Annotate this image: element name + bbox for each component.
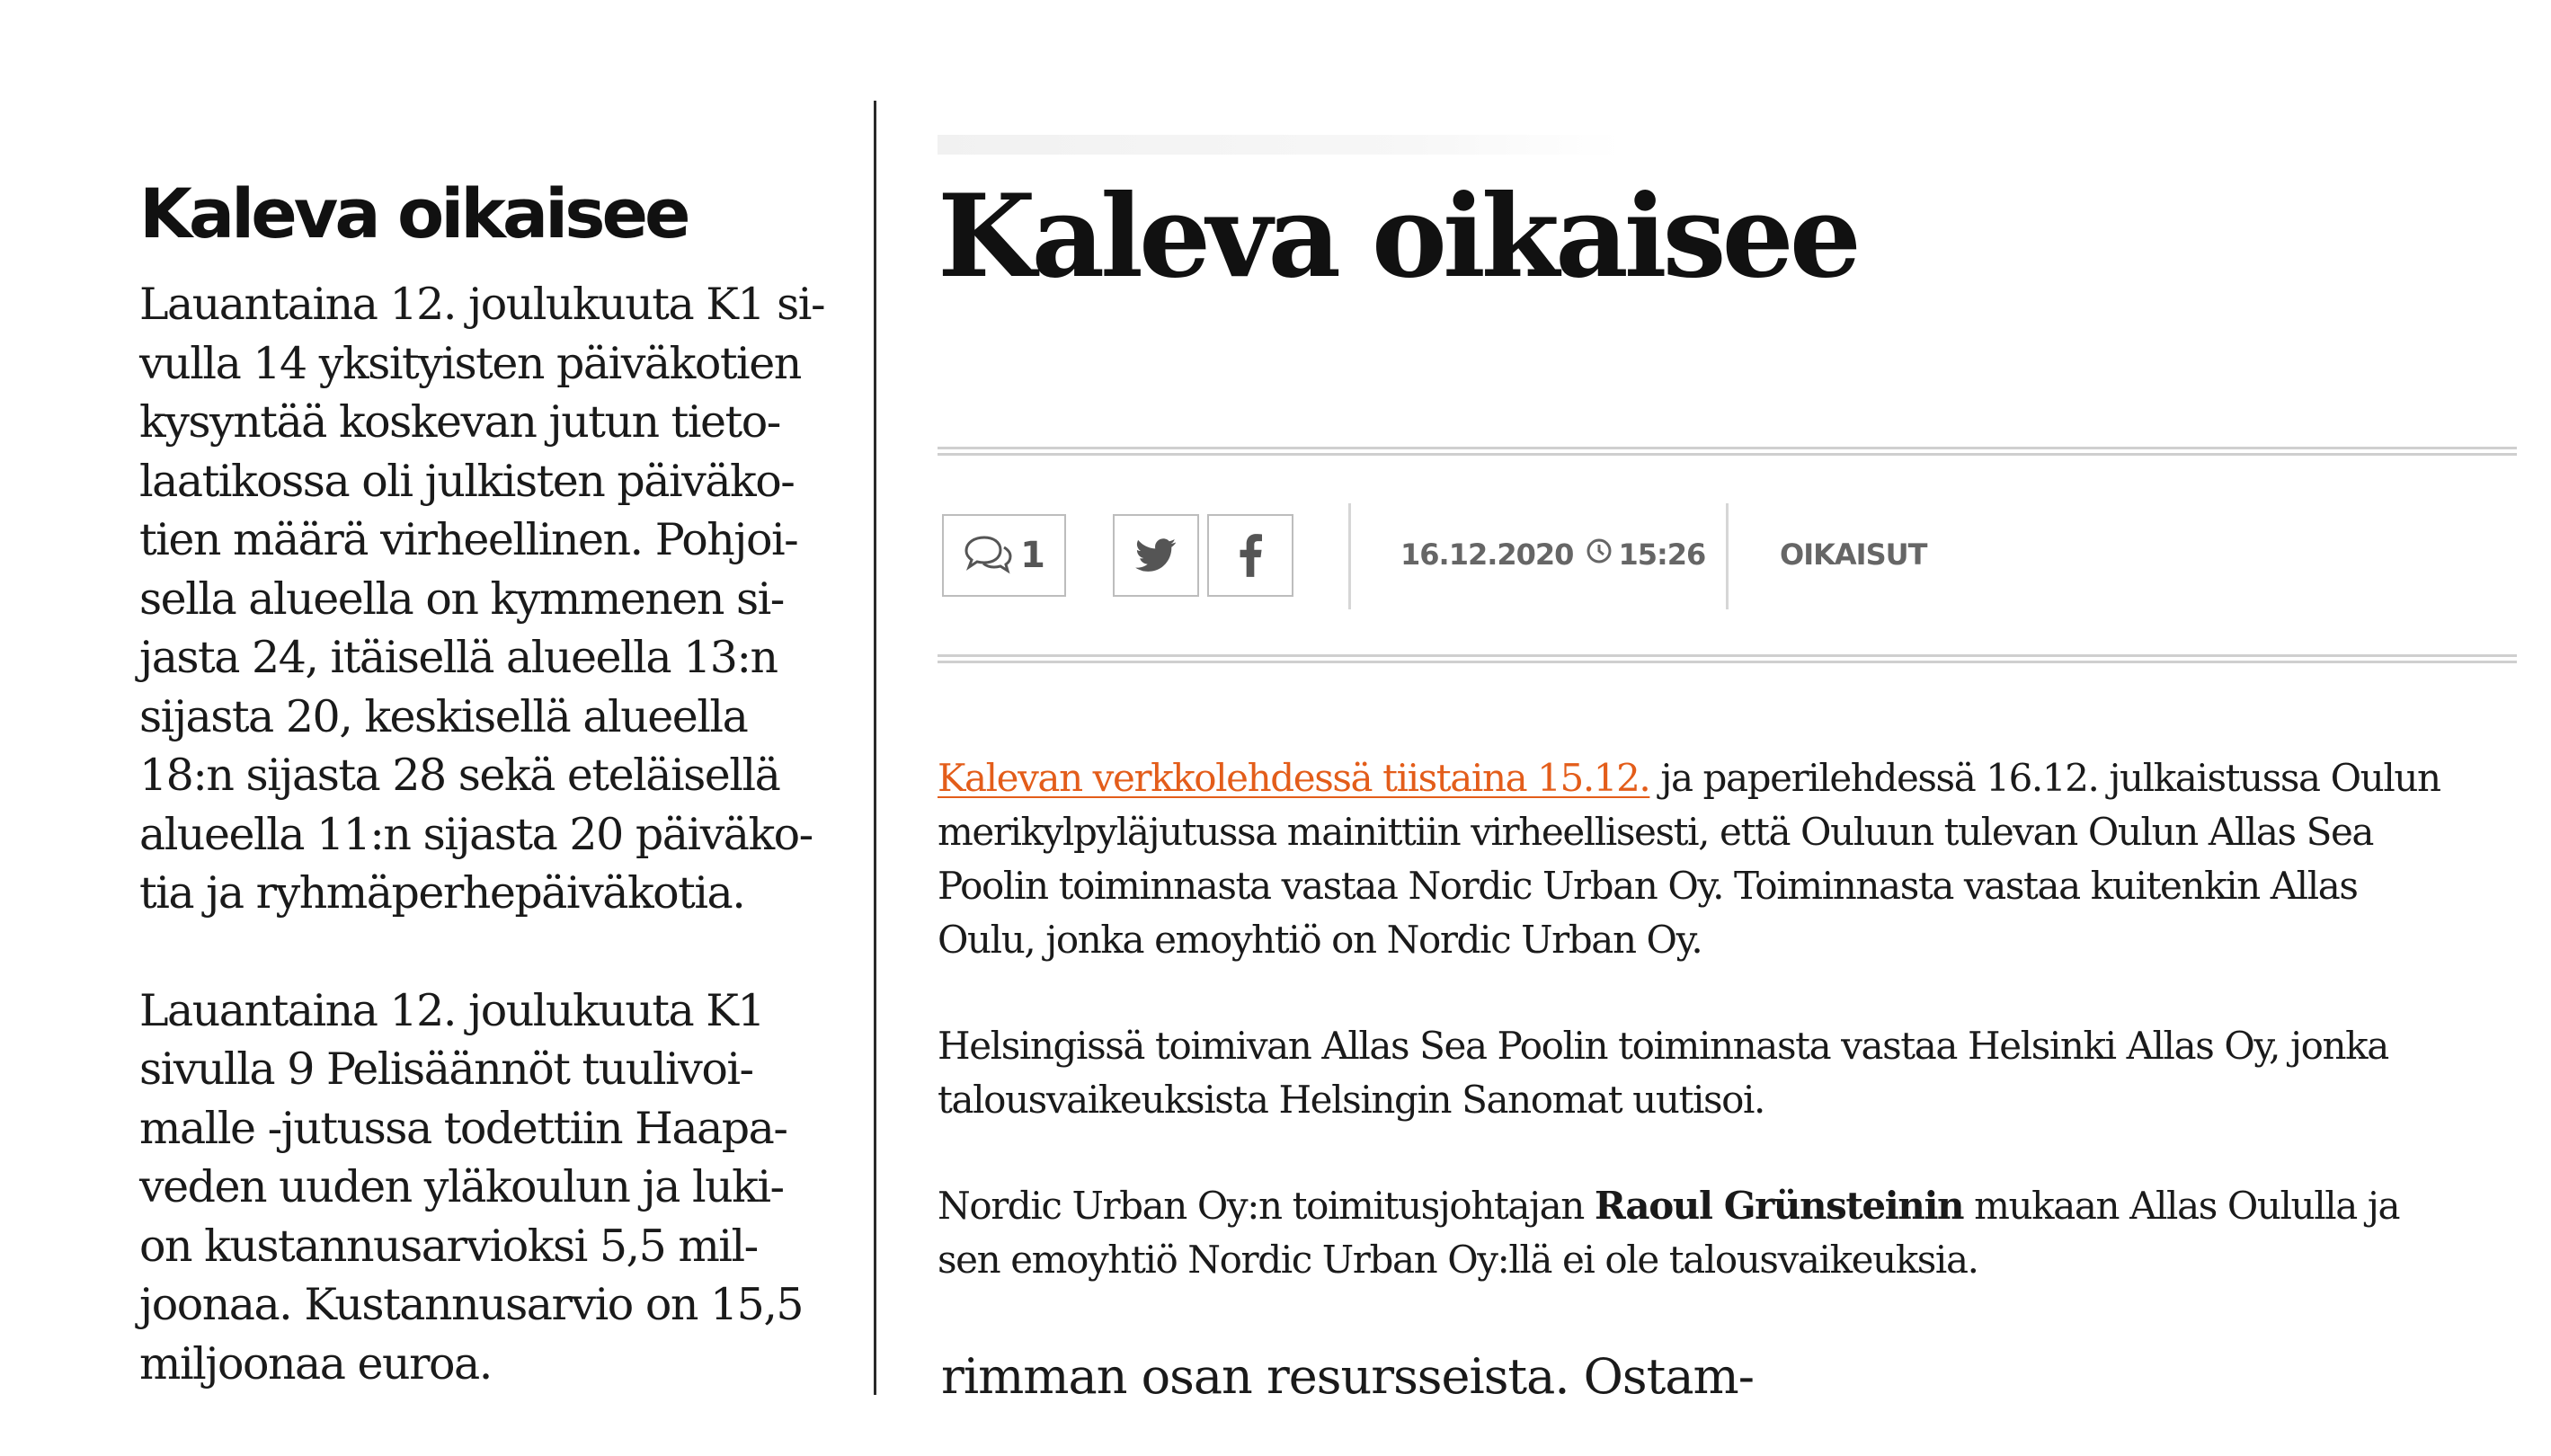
print-paragraph-1 <box>139 275 825 923</box>
print-line: tia ja ryhmäperhepäiväkotia. <box>139 867 745 919</box>
article-link[interactable]: Kalevan verkkolehdessä tiistaina 15.12. <box>938 756 1650 800</box>
article-line-text: Nordic Urban Oy:n toimitusjohtajan <box>938 1184 1595 1228</box>
article-line: talousvaikeuksista Helsingin Sanomat uutisoi. <box>938 1078 1765 1122</box>
print-clipping <box>139 173 825 1393</box>
person-name: Raoul Grünsteinin <box>1594 1184 1964 1228</box>
print-line: jasta 24, itäisellä alueella 13:n <box>139 632 778 683</box>
comments-button[interactable] <box>942 514 1066 597</box>
print-line: laatikossa oli julkisten päiväko- <box>139 455 795 507</box>
print-line: veden uuden yläkoulun ja luki- <box>139 1161 784 1212</box>
column-divider <box>874 101 876 1395</box>
facebook-share-button[interactable] <box>1207 514 1293 597</box>
article-paragraph-2 <box>938 1019 2520 1127</box>
publish-time: 15:26 <box>1618 537 1706 572</box>
article-line: merikylpyläjutussa mainittiin virheellisesti, että Ouluun tulevan Oulun Allas Sea <box>938 810 2374 854</box>
article-title: Kaleva oikaisee <box>938 170 1857 303</box>
comment-count: 1 <box>1020 535 1045 576</box>
print-line: tien määrä virheellinen. Pohjoi- <box>139 514 798 565</box>
comment-icon <box>963 535 1013 576</box>
article-line-text: ja paperilehdessä 16.12. julkaistussa Oulun <box>1649 756 2440 800</box>
print-paragraph-2 <box>139 981 822 1394</box>
article-line <box>938 751 2520 805</box>
print-line: Lauantaina 12. joulukuuta K1 <box>139 984 765 1036</box>
faded-kicker <box>938 135 1621 155</box>
print-line: Lauantaina 12. joulukuuta K1 si- <box>139 279 825 330</box>
meta-separator <box>1348 503 1351 609</box>
article-line-text: mukaan Allas Oululla ja <box>1963 1184 2400 1228</box>
publish-datetime <box>1400 537 1705 572</box>
print-line: sijasta 20, keskisellä alueella <box>139 690 748 742</box>
article-line: Helsingissä toimivan Allas Sea Poolin toiminnasta vastaa Helsinki Allas Oy, jonka <box>938 1024 2388 1068</box>
print-line: sivulla 9 Pelisäännöt tuulivoi- <box>139 1043 753 1095</box>
twitter-share-button[interactable] <box>1113 514 1199 597</box>
article-paragraph-3 <box>938 1179 2520 1287</box>
article-paragraph-1 <box>938 751 2520 967</box>
category-link[interactable]: OIKAISUT <box>1780 537 1927 572</box>
publish-date: 16.12.2020 <box>1400 537 1574 572</box>
twitter-icon <box>1135 538 1177 573</box>
print-line: miljoonaa euroa. <box>139 1337 492 1389</box>
article-line: sen emoyhtiö Nordic Urban Oy:llä ei ole talousvaikeuksia. <box>938 1238 1978 1282</box>
print-line: vulla 14 yksityisten päiväkotien <box>139 337 801 389</box>
cut-off-text: rimman osan resursseista. Ostam- <box>941 1348 1754 1395</box>
facebook-icon <box>1239 534 1262 577</box>
print-line: 18:n sijasta 28 sekä eteläisellä <box>139 750 780 801</box>
article-line: Poolin toiminnasta vastaa Nordic Urban Oy. Toiminnasta vastaa kuitenkin Allas <box>938 864 2358 908</box>
bottom-rule <box>938 654 2517 663</box>
print-title: Kaleva oikaisee <box>139 173 688 253</box>
meta-separator <box>1726 503 1729 609</box>
article-line: Oulu, jonka emoyhtiö on Nordic Urban Oy. <box>938 918 1702 962</box>
print-line: alueella 11:n sijasta 20 päiväko- <box>139 808 813 860</box>
print-line: kysyntää koskevan jutun tieto- <box>139 396 780 448</box>
article-body <box>938 751 2520 1287</box>
top-rule <box>938 447 2517 456</box>
print-line: sella alueella on kymmenen si- <box>139 573 784 625</box>
clock-icon <box>1586 537 1613 572</box>
article-line <box>938 1179 2520 1233</box>
article-meta-bar <box>938 503 2517 611</box>
print-line: on kustannusarvioksi 5,5 mil- <box>139 1220 758 1272</box>
print-line: joonaa. Kustannusarvio on 15,5 <box>139 1279 804 1330</box>
print-line: malle -jutussa todettiin Haapa- <box>139 1102 787 1154</box>
